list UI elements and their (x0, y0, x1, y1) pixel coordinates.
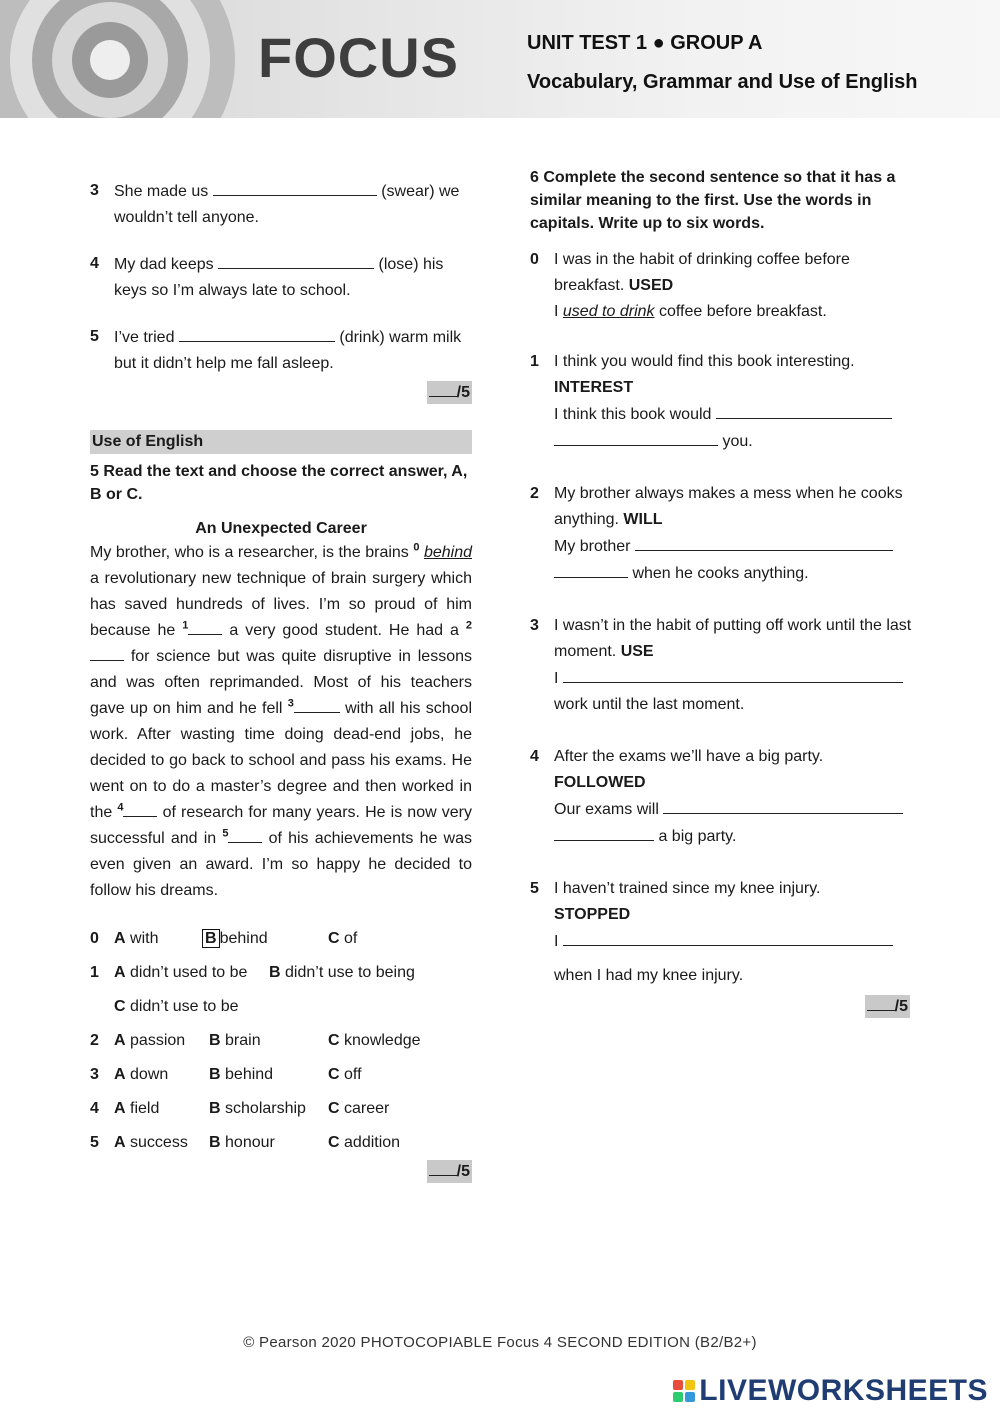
story-text (90, 540, 472, 904)
right-column (530, 166, 912, 1018)
gap-number: 5 (222, 827, 229, 840)
option-text: behind (219, 930, 268, 947)
option-letter: C (328, 1100, 340, 1117)
score-blank[interactable] (429, 381, 457, 397)
option-row-number: 1 (90, 964, 99, 981)
option-row-number: 4 (90, 1100, 99, 1117)
item-keyword: STOPPED (554, 906, 631, 923)
option-text: scholarship (225, 1100, 306, 1117)
answer-end: you. (722, 433, 753, 450)
item-sentence: I wasn’t in the habit of putting off work until the last moment. (554, 617, 912, 660)
item-text: I’ve tried (114, 329, 175, 346)
story-fragment: for science but was quite disruptive in lessons and was often reprimanded. Most of his teachers gave up on him and he fell (90, 648, 472, 717)
option-letter: A (114, 1032, 126, 1049)
liveworksheets-wordmark: LIVEWORKSHEETS (699, 1374, 988, 1407)
gap-2-blank[interactable] (90, 647, 124, 661)
item-number: 1 (530, 353, 539, 370)
item-keyword: USED (628, 277, 674, 294)
item-text: My dad keeps (114, 256, 214, 273)
score-total: /5 (456, 384, 470, 401)
score-blank[interactable] (867, 995, 895, 1011)
option-text: field (130, 1100, 160, 1117)
answer-start: I (554, 933, 559, 950)
option-letter: B (209, 1134, 221, 1151)
unit-title: UNIT TEST 1 ● GROUP A (527, 32, 763, 54)
option-letter: A (114, 1134, 126, 1151)
option-text: didn’t used to be (130, 964, 248, 981)
liveworksheets-brand[interactable] (673, 1374, 988, 1408)
option-letter: A (114, 1100, 126, 1117)
gap-number: 2 (465, 619, 473, 632)
answer-start: My brother (554, 538, 631, 555)
option-row-number: 0 (90, 930, 99, 947)
score-field[interactable] (865, 995, 910, 1018)
unit-subtitle: Vocabulary, Grammar and Use of English (527, 71, 918, 93)
option-row-2 (90, 1030, 472, 1064)
exercise-6-instruction: 6 Complete the second sentence so that it has a similar meaning to the first. Use the words in capitals. Write up to six words. (530, 169, 896, 232)
item-keyword: USE (620, 643, 654, 660)
answer-start: I (554, 303, 559, 320)
answer-start: Our exams will (554, 801, 659, 818)
option-a[interactable] (114, 962, 247, 984)
gap-4-blank[interactable] (123, 803, 157, 817)
option-b[interactable] (269, 962, 415, 984)
option-text: passion (130, 1032, 186, 1049)
story-title: An Unexpected Career (195, 520, 367, 537)
item-number: 5 (530, 880, 539, 897)
answer-blank[interactable] (218, 251, 374, 269)
liveworksheets-logo-icon (673, 1380, 695, 1402)
item-number: 3 (90, 182, 99, 199)
option-row-number: 2 (90, 1032, 99, 1049)
answer-end: work until the last moment. (554, 696, 745, 713)
option-b-selected[interactable] (202, 928, 268, 950)
exercise-4-item-3 (90, 178, 472, 231)
option-a[interactable] (114, 928, 158, 950)
example-answer: used to drink (562, 303, 655, 320)
item-number: 3 (530, 617, 539, 634)
option-text: down (130, 1066, 169, 1083)
option-text: behind (225, 1066, 274, 1083)
story-fragment: of his achievements he was even given an award. I’m so happy he decided to follow his dreams. (90, 830, 472, 899)
item-text: (swear) we wouldn’t tell anyone. (114, 183, 460, 226)
story-fragment: a revolutionary new technique of brain surgery which has saved hundreds of lives. I’m so proud of him because he (90, 570, 472, 639)
option-letter: C (328, 1032, 340, 1049)
item-text: (lose) his keys so I’m always late to school. (114, 256, 444, 299)
selected-letter-box: B (202, 929, 220, 948)
item-sentence: After the exams we’ll have a big party. (554, 748, 824, 765)
exercise-6-item-3 (530, 613, 912, 718)
answer-end: coffee before breakfast. (658, 303, 827, 320)
option-b[interactable] (209, 1064, 273, 1086)
option-a[interactable] (114, 1030, 185, 1052)
exercise-6-item-5 (530, 876, 912, 989)
score-box (90, 381, 472, 404)
item-number: 2 (530, 485, 539, 502)
option-letter: B (209, 1100, 221, 1117)
option-row-5 (90, 1132, 472, 1166)
option-letter: C (114, 998, 126, 1015)
option-letter: B (269, 964, 281, 981)
story-fragment: a very good student. He had a (229, 622, 459, 639)
option-row-1-continued (90, 996, 472, 1030)
item-keyword: FOLLOWED (554, 774, 646, 791)
copyright-footer: © Pearson 2020 PHOTOCOPIABLE Focus 4 SECOND EDITION (B2/B2+) (243, 1334, 757, 1351)
answer-blank[interactable] (554, 560, 628, 578)
answer-blank[interactable] (179, 324, 335, 342)
option-text: didn’t use to being (285, 964, 415, 981)
option-c[interactable] (328, 1098, 389, 1120)
option-letter: B (209, 1066, 221, 1083)
exercise-6-item-2 (530, 481, 912, 587)
gap-number: 0 (413, 541, 420, 554)
option-text: knowledge (344, 1032, 421, 1049)
option-a[interactable] (114, 1098, 159, 1120)
option-letter: C (328, 1134, 340, 1151)
exercise-6-item-4 (530, 744, 912, 850)
option-text: honour (225, 1134, 275, 1151)
answer-blank[interactable] (663, 796, 903, 814)
item-number: 5 (90, 328, 99, 345)
example-answer: behind (423, 544, 472, 561)
item-keyword: INTEREST (554, 379, 634, 396)
option-row-number: 3 (90, 1066, 99, 1083)
item-text: (drink) warm milk but it didn’t help me fall asleep. (114, 329, 462, 372)
score-total: /5 (894, 998, 908, 1015)
gap-1-blank[interactable] (188, 621, 222, 635)
answer-start: I (554, 670, 559, 687)
option-text: of (344, 930, 358, 947)
exercise-6-example (530, 247, 912, 325)
option-letter: C (328, 1066, 340, 1083)
story-fragment: of research for many years. He is now very successful and in (90, 804, 472, 847)
option-a[interactable] (114, 1132, 188, 1154)
left-column (90, 178, 472, 1183)
option-c[interactable] (328, 1064, 362, 1086)
option-letter: B (209, 1032, 221, 1049)
exercise-4-item-4 (90, 251, 472, 304)
answer-start: I think this book would (554, 406, 712, 423)
answer-blank[interactable] (213, 178, 377, 196)
answer-blank[interactable] (563, 928, 893, 946)
option-c[interactable] (328, 928, 357, 950)
option-text: career (344, 1100, 390, 1117)
story-fragment: with all his school work. After wasting time doing dead-end jobs, he decided to go back to school and pass his exams. He went on to do a master’s degree and then worked in the (90, 700, 473, 821)
item-number: 4 (530, 748, 539, 765)
option-c[interactable] (328, 1030, 421, 1052)
option-a[interactable] (114, 1064, 168, 1086)
score-field[interactable] (427, 381, 472, 404)
gap-5-blank[interactable] (228, 829, 262, 843)
answer-blank[interactable] (635, 533, 893, 551)
option-text: addition (344, 1134, 401, 1151)
option-letter: A (114, 1066, 126, 1083)
item-sentence: I haven’t trained since my knee injury. (554, 880, 821, 897)
option-letter: C (328, 930, 340, 947)
item-sentence: I think you would find this book interesting. (554, 353, 855, 370)
answer-blank[interactable] (716, 401, 892, 419)
option-text: didn’t use to be (130, 998, 239, 1015)
option-text: success (130, 1134, 188, 1151)
option-text: off (344, 1066, 362, 1083)
gap-number: 4 (117, 801, 124, 814)
option-row-0 (90, 928, 472, 962)
item-number: 4 (90, 255, 99, 272)
exercise-5-instruction: 5 Read the text and choose the correct answer, A, B or C. (90, 463, 468, 503)
item-number: 0 (530, 251, 539, 268)
option-c[interactable] (328, 1132, 400, 1154)
option-text: with (130, 930, 159, 947)
story-fragment: My brother, who is a researcher, is the brains (90, 544, 409, 561)
section-heading: Use of English (90, 430, 472, 454)
focus-logo: FOCUS (258, 26, 459, 89)
option-letter: A (114, 964, 126, 981)
score-box (530, 995, 912, 1018)
page-header (0, 0, 1000, 118)
gap-number: 1 (182, 619, 189, 632)
score-total: /5 (456, 1163, 470, 1180)
header-decoration-graphic (0, 0, 260, 118)
option-letter: A (114, 930, 126, 947)
item-sentence: My brother always makes a mess when he cooks anything. (554, 485, 903, 528)
item-keyword: WILL (623, 511, 663, 528)
option-b[interactable] (209, 1132, 275, 1154)
item-sentence: I was in the habit of drinking coffee before breakfast. (554, 251, 850, 294)
option-c[interactable] (114, 996, 239, 1018)
option-row-number: 5 (90, 1134, 99, 1151)
answer-blank[interactable] (554, 823, 654, 841)
exercise-6-item-1 (530, 349, 912, 455)
answer-blank[interactable] (563, 665, 903, 683)
exercise-4-item-5 (90, 324, 472, 377)
option-b[interactable] (209, 1030, 261, 1052)
option-row-4 (90, 1098, 472, 1132)
option-row-1 (90, 962, 472, 996)
item-text: She made us (114, 183, 209, 200)
gap-number: 3 (287, 697, 294, 710)
option-text: brain (225, 1032, 261, 1049)
gap-3-blank[interactable] (294, 699, 340, 713)
answer-blank[interactable] (554, 428, 718, 446)
answer-end: when I had my knee injury. (554, 967, 744, 984)
option-row-3 (90, 1064, 472, 1098)
answer-end: a big party. (658, 828, 737, 845)
answer-end: when he cooks anything. (632, 565, 809, 582)
option-b[interactable] (209, 1098, 306, 1120)
